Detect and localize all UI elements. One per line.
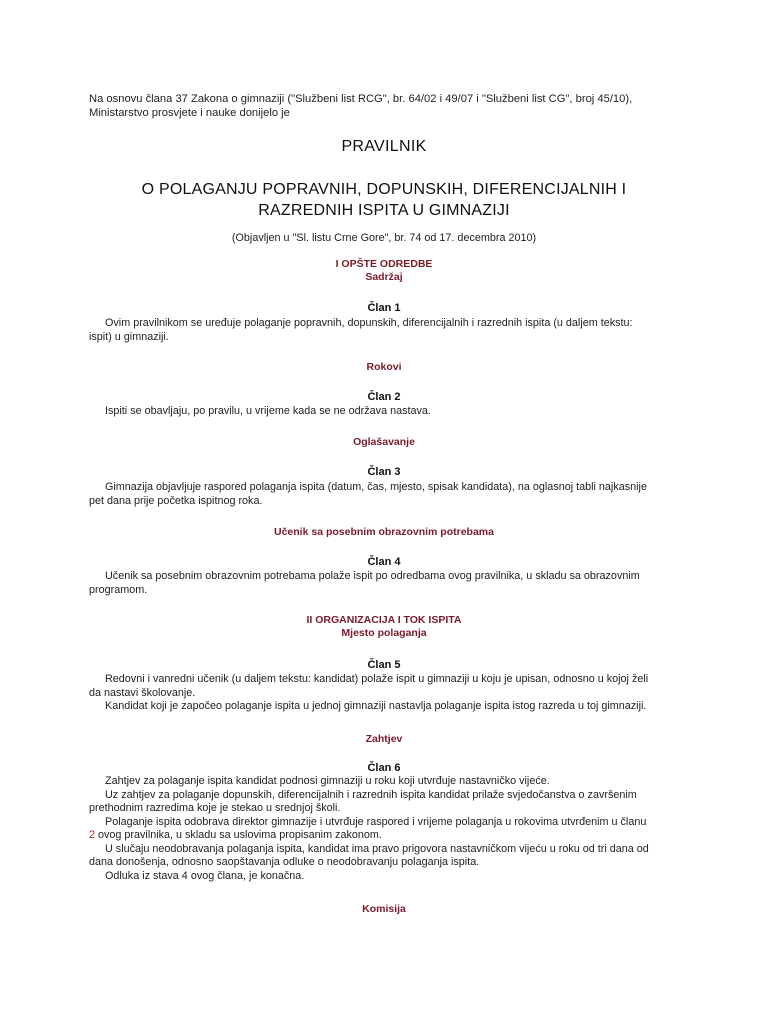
article-line: pet dana prije početka ispitnog roka. — [89, 494, 263, 507]
article-body — [89, 481, 689, 508]
article-label: Član 1 — [367, 302, 401, 314]
article-line: Ispiti se obavljaju, po pravilu, u vrijeme kada se ne održava nastava. — [105, 405, 431, 417]
article-line-rest: ovog pravilnika, u skladu sa uslovima propisanim zakonom. — [95, 829, 382, 841]
subtitle-line: O POLAGANJU POPRAVNIH, DOPUNSKIH, DIFERENCIJALNIH I — [141, 181, 627, 198]
document-subtitle — [0, 179, 768, 221]
intro-line: Ministarstvo prosvjete i nauke donijelo je — [89, 107, 290, 119]
article-line: programom. — [89, 583, 148, 596]
article-label: Član 4 — [367, 556, 401, 568]
section-heading: Oglašavanje — [353, 436, 415, 448]
article-line: ispit) u gimnaziji. — [89, 330, 169, 343]
article-line: Zahtjev za polaganje ispita kandidat podnosi gimnaziji u roku koji utvrđuje nastavničko vijeće. — [105, 775, 550, 787]
article-line: prethodnim razredima koje je stekao u srednjoj školi. — [89, 802, 341, 814]
section-subtitle: Sadržaj — [365, 271, 403, 283]
article-label: Član 2 — [367, 391, 401, 403]
article-body — [89, 775, 689, 883]
article-line: Uz zahtjev za polaganje dopunskih, diferencijalnih i razrednih ispita kandidat prilaže svjedočanstva o završenim — [105, 788, 637, 801]
section-subtitle: Mjesto polaganja — [341, 627, 427, 639]
article-line: Redovni i vanredni učenik (u daljem tekstu: kandidat) polaže ispit u gimnaziji u koju je upisan, odnosno u kojoj želi — [105, 673, 649, 685]
article-line: dana donošenja, odnosno saopštavanja odluke o neodobravanju polaganja ispita. — [89, 856, 480, 868]
article-label: Član 3 — [367, 466, 401, 478]
article-body — [89, 405, 689, 419]
article-body — [89, 317, 689, 344]
subtitle-line: RAZREDNIH ISPITA U GIMNAZIJI — [258, 202, 510, 219]
section-heading: Učenik sa posebnim obrazovnim potrebama — [274, 526, 494, 538]
article-reference-link[interactable]: 2 — [89, 829, 96, 841]
article-line: Gimnazija objavljuje raspored polaganja ispita (datum, čas, mjesto, spisak kandidata), na oglasnoj tabli najkasnije — [105, 481, 647, 493]
publication-note: (Objavljen u "Sl. listu Crne Gore", br. 74 od 17. decembra 2010) — [231, 232, 537, 244]
article-line: Odluka iz stava 4 ovog člana, je konačna. — [105, 869, 305, 882]
section-heading: Komisija — [362, 903, 406, 915]
article-label: Član 5 — [367, 659, 401, 671]
article-line — [89, 829, 689, 843]
intro-line: Na osnovu člana 37 Zakona o gimnaziji ("Službeni list RCG", br. 64/02 i 49/07 i "Službeni list CG", broj 45/10), — [89, 93, 633, 105]
section-heading — [0, 258, 768, 284]
article-line: Polaganje ispita odobrava direktor gimnazije i utvrđuje raspored i vrijeme polaganja u rokovima utvrđenim u članu — [105, 815, 647, 828]
article-line: U slučaju neodobravanja polaganja ispita, kandidat ima pravo prigovora nastavničkom vijeću u roku od tri dana od — [105, 842, 649, 855]
article-line: Ovim pravilnikom se uređuje polaganje popravnih, dopunskih, diferencijalnih i razrednih ispita (u daljem tekstu: — [105, 317, 633, 329]
section-heading: Rokovi — [366, 361, 402, 373]
article-line: Kandidat koji je započeo polaganje ispita u jednoj gimnaziji nastavlja polaganje ispita istog razreda u toj gimnaziji. — [105, 700, 647, 712]
section-title: II ORGANIZACIJA I TOK ISPITA — [306, 614, 462, 626]
article-label: Član 6 — [367, 762, 401, 774]
document-title: PRAVILNIK — [341, 138, 427, 155]
article-body — [89, 673, 689, 714]
article-line: da nastavi školovanje. — [89, 686, 196, 699]
article-body — [89, 570, 689, 597]
section-title: I OPŠTE ODREDBE — [335, 258, 433, 270]
article-line: Učenik sa posebnim obrazovnim potrebama polaže ispit po odredbama ovog pravilnika, u skladu sa obrazovnim — [105, 570, 640, 582]
section-heading — [0, 614, 768, 640]
section-heading: Zahtjev — [365, 733, 403, 745]
intro-paragraph — [89, 92, 689, 120]
